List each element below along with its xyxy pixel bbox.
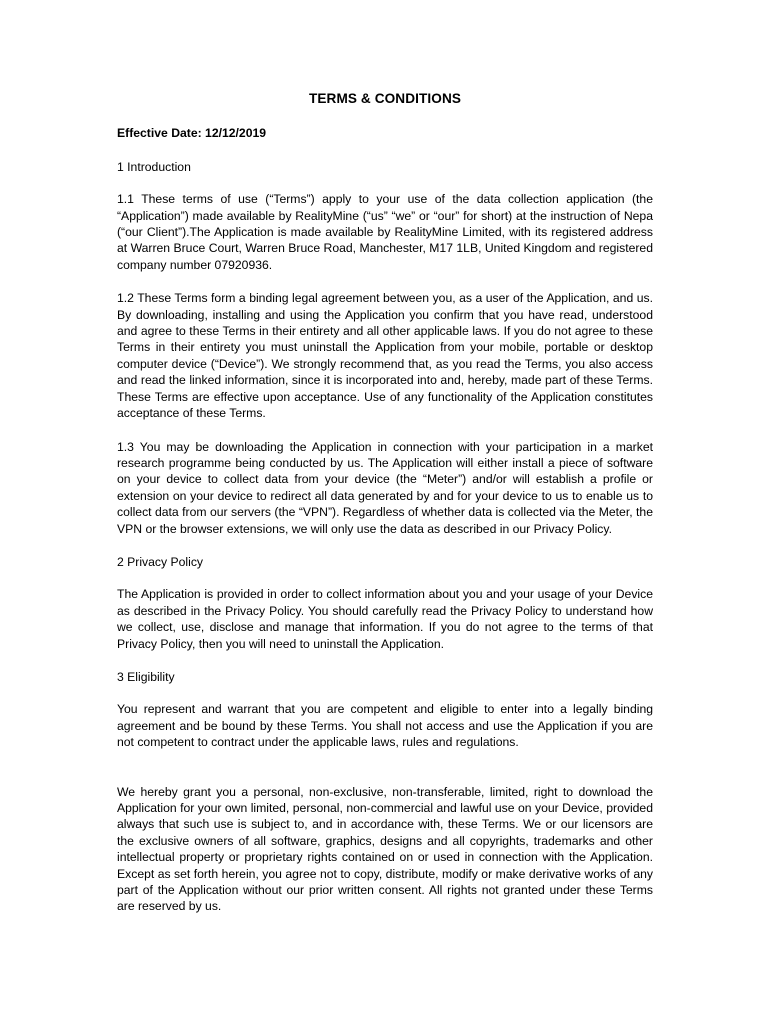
document-title: TERMS & CONDITIONS	[308, 91, 462, 106]
paragraph-privacy-policy: The Application is provided in order to collect information about you and your usage of your Device as described in the Privacy Policy. You should carefully read the Privacy Policy to understand how we collect, use, disclose and manage that information. If you do not agree to the terms of that Privacy Policy, then you will need to uninstall the Application.	[117, 587, 653, 651]
paragraph-1-1: 1.1 These terms of use (“Terms”) apply to your use of the data collection application (the “Application”) made available by RealityMine (“us” “we” or “our” for short) at the instruction of Nepa (“our Client”).The Application is made available by RealityMine Limited, with its registered address at Warren Bruce Court, Warren Bruce Road, Manchester, M17 1LB, United Kingdom and registered company number 07920936.	[117, 192, 653, 272]
section-heading-privacy-policy: 2 Privacy Policy	[117, 554, 204, 569]
section-heading-introduction: 1 Introduction	[117, 159, 191, 174]
document-page	[117, 91, 653, 932]
paragraph-1-3: 1.3 You may be downloading the Application in connection with your participation in a market research programme being conducted by us. The Application will either install a piece of software on your device to collect data from your device (the “Meter”) and/or will establish a profile or extension on your device to redirect all data generated by and for your device to us to enable us to collect data from our servers (the “VPN”). Regardless of whether data is collected via the Meter, the VPN or the browser extensions, we will only use the data as described in our Privacy Policy.	[117, 439, 653, 536]
paragraph-eligibility: You represent and warrant that you are competent and eligible to enter into a legally binding agreement and be bound by these Terms. You shall not access and use the Application if you are not competent to contract under the applicable laws, rules and regulations.	[117, 702, 653, 750]
blank-spacer	[117, 768, 653, 784]
paragraph-1-2: 1.2 These Terms form a binding legal agreement between you, as a user of the Application, and us. By downloading, installing and using the Application you confirm that you have read, understood and agree to these Terms in their entirety and all other applicable laws. If you do not agree to these Terms in their entirety you must uninstall the Application from your mobile, portable or desktop computer device (“Device”). We strongly recommend that, as you read the Terms, you also access and read the linked information, since it is incorporated into and, hereby, made part of these Terms. These Terms are effective upon acceptance. Use of any functionality of the Application constitutes acceptance of these Terms.	[117, 291, 653, 421]
paragraph-license-grant: We hereby grant you a personal, non-exclusive, non-transferable, limited, right to download the Application for your own limited, personal, non-commercial and lawful use on your Device, provided always that such use is subject to, and in accordance with, these Terms. We or our licensors are the exclusive owners of all software, graphics, designs and all copyrights, trademarks and other intellectual property or proprietary rights contained on or used in connection with the Application. Except as set forth herein, you agree not to copy, distribute, modify or make derivative works of any part of the Application without our prior written consent. All rights not granted under these Terms are reserved by us.	[117, 784, 653, 914]
effective-date: Effective Date: 12/12/2019	[117, 126, 267, 141]
section-heading-eligibility: 3 Eligibility	[117, 669, 175, 684]
